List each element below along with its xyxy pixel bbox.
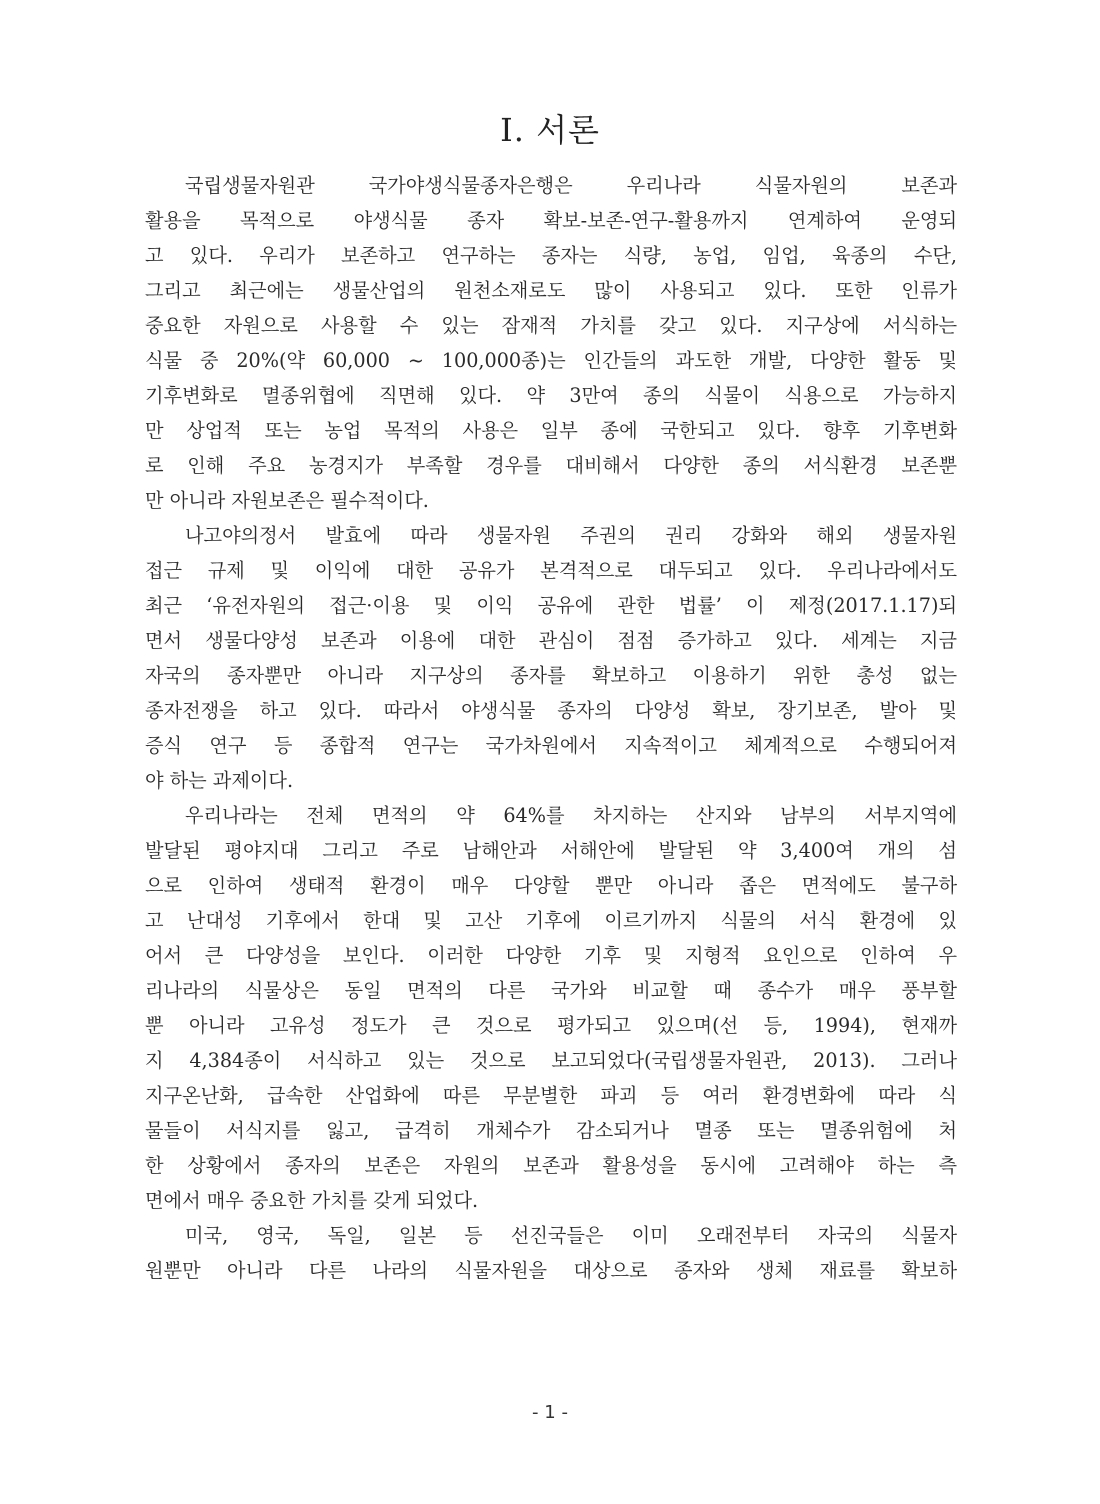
text-line: 국립생물자원관 국가야생식물종자은행은 우리나라 식물자원의 보존과 <box>185 174 957 197</box>
text-line: 발달된 평야지대 그리고 주로 남해안과 서해안에 발달된 약 3,400여 개의 섬 <box>145 839 957 862</box>
text-line: 야 하는 과제이다. <box>145 769 294 792</box>
page-number: - 1 - <box>532 1402 568 1423</box>
text-line: 고 난대성 기후에서 한대 및 고산 기후에 이르기까지 식물의 서식 환경에 있 <box>145 909 957 932</box>
paragraph-4 <box>145 1218 957 1288</box>
text-line: 종자전쟁을 하고 있다. 따라서 야생식물 종자의 다양성 확보, 장기보존, 발아 및 <box>145 699 957 722</box>
text-line: 고 있다. 우리가 보존하고 연구하는 종자는 식량, 농업, 임업, 육종의 수단, <box>145 244 957 267</box>
paragraph-1 <box>145 168 957 518</box>
text-line: 지 4,384종이 서식하고 있는 것으로 보고되었다(국립생물자원관, 2013). 그러나 <box>145 1049 957 1072</box>
text-line: 접근 규제 및 이익에 대한 공유가 본격적으로 대두되고 있다. 우리나라에서도 <box>145 559 957 582</box>
text-line: 활용을 목적으로 야생식물 종자 확보-보존-연구-활용까지 연계하여 운영되 <box>145 209 957 232</box>
text-line: 만 아니라 자원보존은 필수적이다. <box>145 489 429 512</box>
text-line: 식물 중 20%(약 60,000 ~ 100,000종)는 인간들의 과도한 개발, 다양한 활동 및 <box>145 349 957 372</box>
text-line: 우리나라는 전체 면적의 약 64%를 차지하는 산지와 남부의 서부지역에 <box>185 804 957 827</box>
text-line: 리나라의 식물상은 동일 면적의 다른 국가와 비교할 때 종수가 매우 풍부할 <box>145 979 957 1002</box>
text-line: 어서 큰 다양성을 보인다. 이러한 다양한 기후 및 지형적 요인으로 인하여 우 <box>145 944 957 967</box>
text-line: 한 상황에서 종자의 보존은 자원의 보존과 활용성을 동시에 고려해야 하는 측 <box>145 1154 957 1177</box>
text-line: 원뿐만 아니라 다른 나라의 식물자원을 대상으로 종자와 생체 재료를 확보하 <box>145 1259 957 1282</box>
text-line: 면에서 매우 중요한 가치를 갖게 되었다. <box>145 1189 479 1212</box>
text-line: 나고야의정서 발효에 따라 생물자원 주권의 권리 강화와 해외 생물자원 <box>185 524 957 547</box>
text-line: 그리고 최근에는 생물산업의 원천소재로도 많이 사용되고 있다. 또한 인류가 <box>145 279 957 302</box>
text-line: 증식 연구 등 종합적 연구는 국가차원에서 지속적이고 체계적으로 수행되어져 <box>145 734 957 757</box>
paragraph-3 <box>145 798 957 1218</box>
text-line: 으로 인하여 생태적 환경이 매우 다양할 뿐만 아니라 좁은 면적에도 불구하 <box>145 874 957 897</box>
text-line: 만 상업적 또는 농업 목적의 사용은 일부 종에 국한되고 있다. 향후 기후변화 <box>145 419 957 442</box>
paragraph-2 <box>145 518 957 798</box>
body-text <box>145 168 957 1288</box>
text-line: 중요한 자원으로 사용할 수 있는 잠재적 가치를 갖고 있다. 지구상에 서식하는 <box>145 314 957 337</box>
text-line: 미국, 영국, 독일, 일본 등 선진국들은 이미 오래전부터 자국의 식물자 <box>185 1224 957 1247</box>
text-line: 물들이 서식지를 잃고, 급격히 개체수가 감소되거나 멸종 또는 멸종위험에 처 <box>145 1119 957 1142</box>
text-line: 지구온난화, 급속한 산업화에 따른 무분별한 파괴 등 여러 환경변화에 따라 식 <box>145 1084 957 1107</box>
text-line: 자국의 종자뿐만 아니라 지구상의 종자를 확보하고 이용하기 위한 총성 없는 <box>145 664 957 687</box>
page-title: I. 서론 <box>500 111 600 149</box>
text-line: 최근 ‘유전자원의 접근·이용 및 이익 공유에 관한 법률’ 이 제정(2017.1.17)되 <box>145 594 957 617</box>
text-line: 면서 생물다양성 보존과 이용에 대한 관심이 점점 증가하고 있다. 세계는 지금 <box>145 629 957 652</box>
text-line: 로 인해 주요 농경지가 부족할 경우를 대비해서 다양한 종의 서식환경 보존뿐 <box>145 454 957 477</box>
text-line: 기후변화로 멸종위협에 직면해 있다. 약 3만여 종의 식물이 식용으로 가능하지 <box>145 384 957 407</box>
text-line: 뿐 아니라 고유성 정도가 큰 것으로 평가되고 있으며(선 등, 1994), 현재까 <box>145 1014 957 1037</box>
